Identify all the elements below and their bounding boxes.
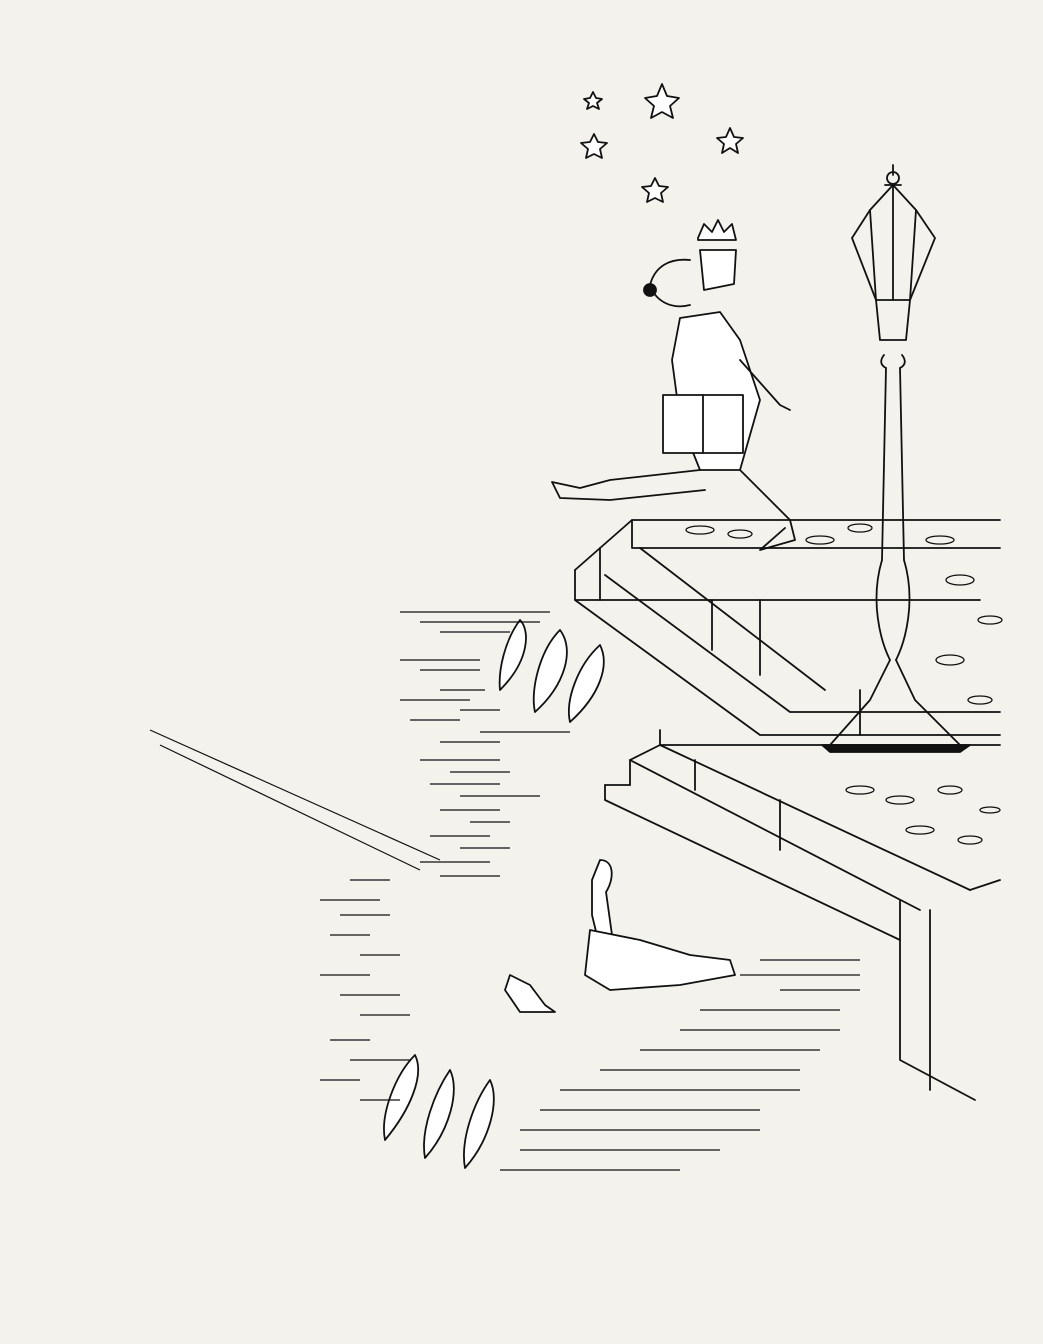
- star-icon: [581, 134, 607, 158]
- star-icon: [584, 92, 602, 109]
- star-icon: [717, 128, 743, 153]
- quay: [575, 520, 1000, 1100]
- fishes-upper: [500, 620, 604, 722]
- lamp-post: [822, 165, 970, 752]
- star-icon: [645, 84, 679, 118]
- star-icon: [642, 178, 668, 202]
- fallen-willy: [505, 860, 735, 1012]
- fishes-lower: [384, 1055, 494, 1168]
- cobblestones: [686, 524, 1002, 844]
- stars: [581, 84, 743, 202]
- willy-figure: [552, 220, 795, 550]
- water: [150, 612, 860, 1170]
